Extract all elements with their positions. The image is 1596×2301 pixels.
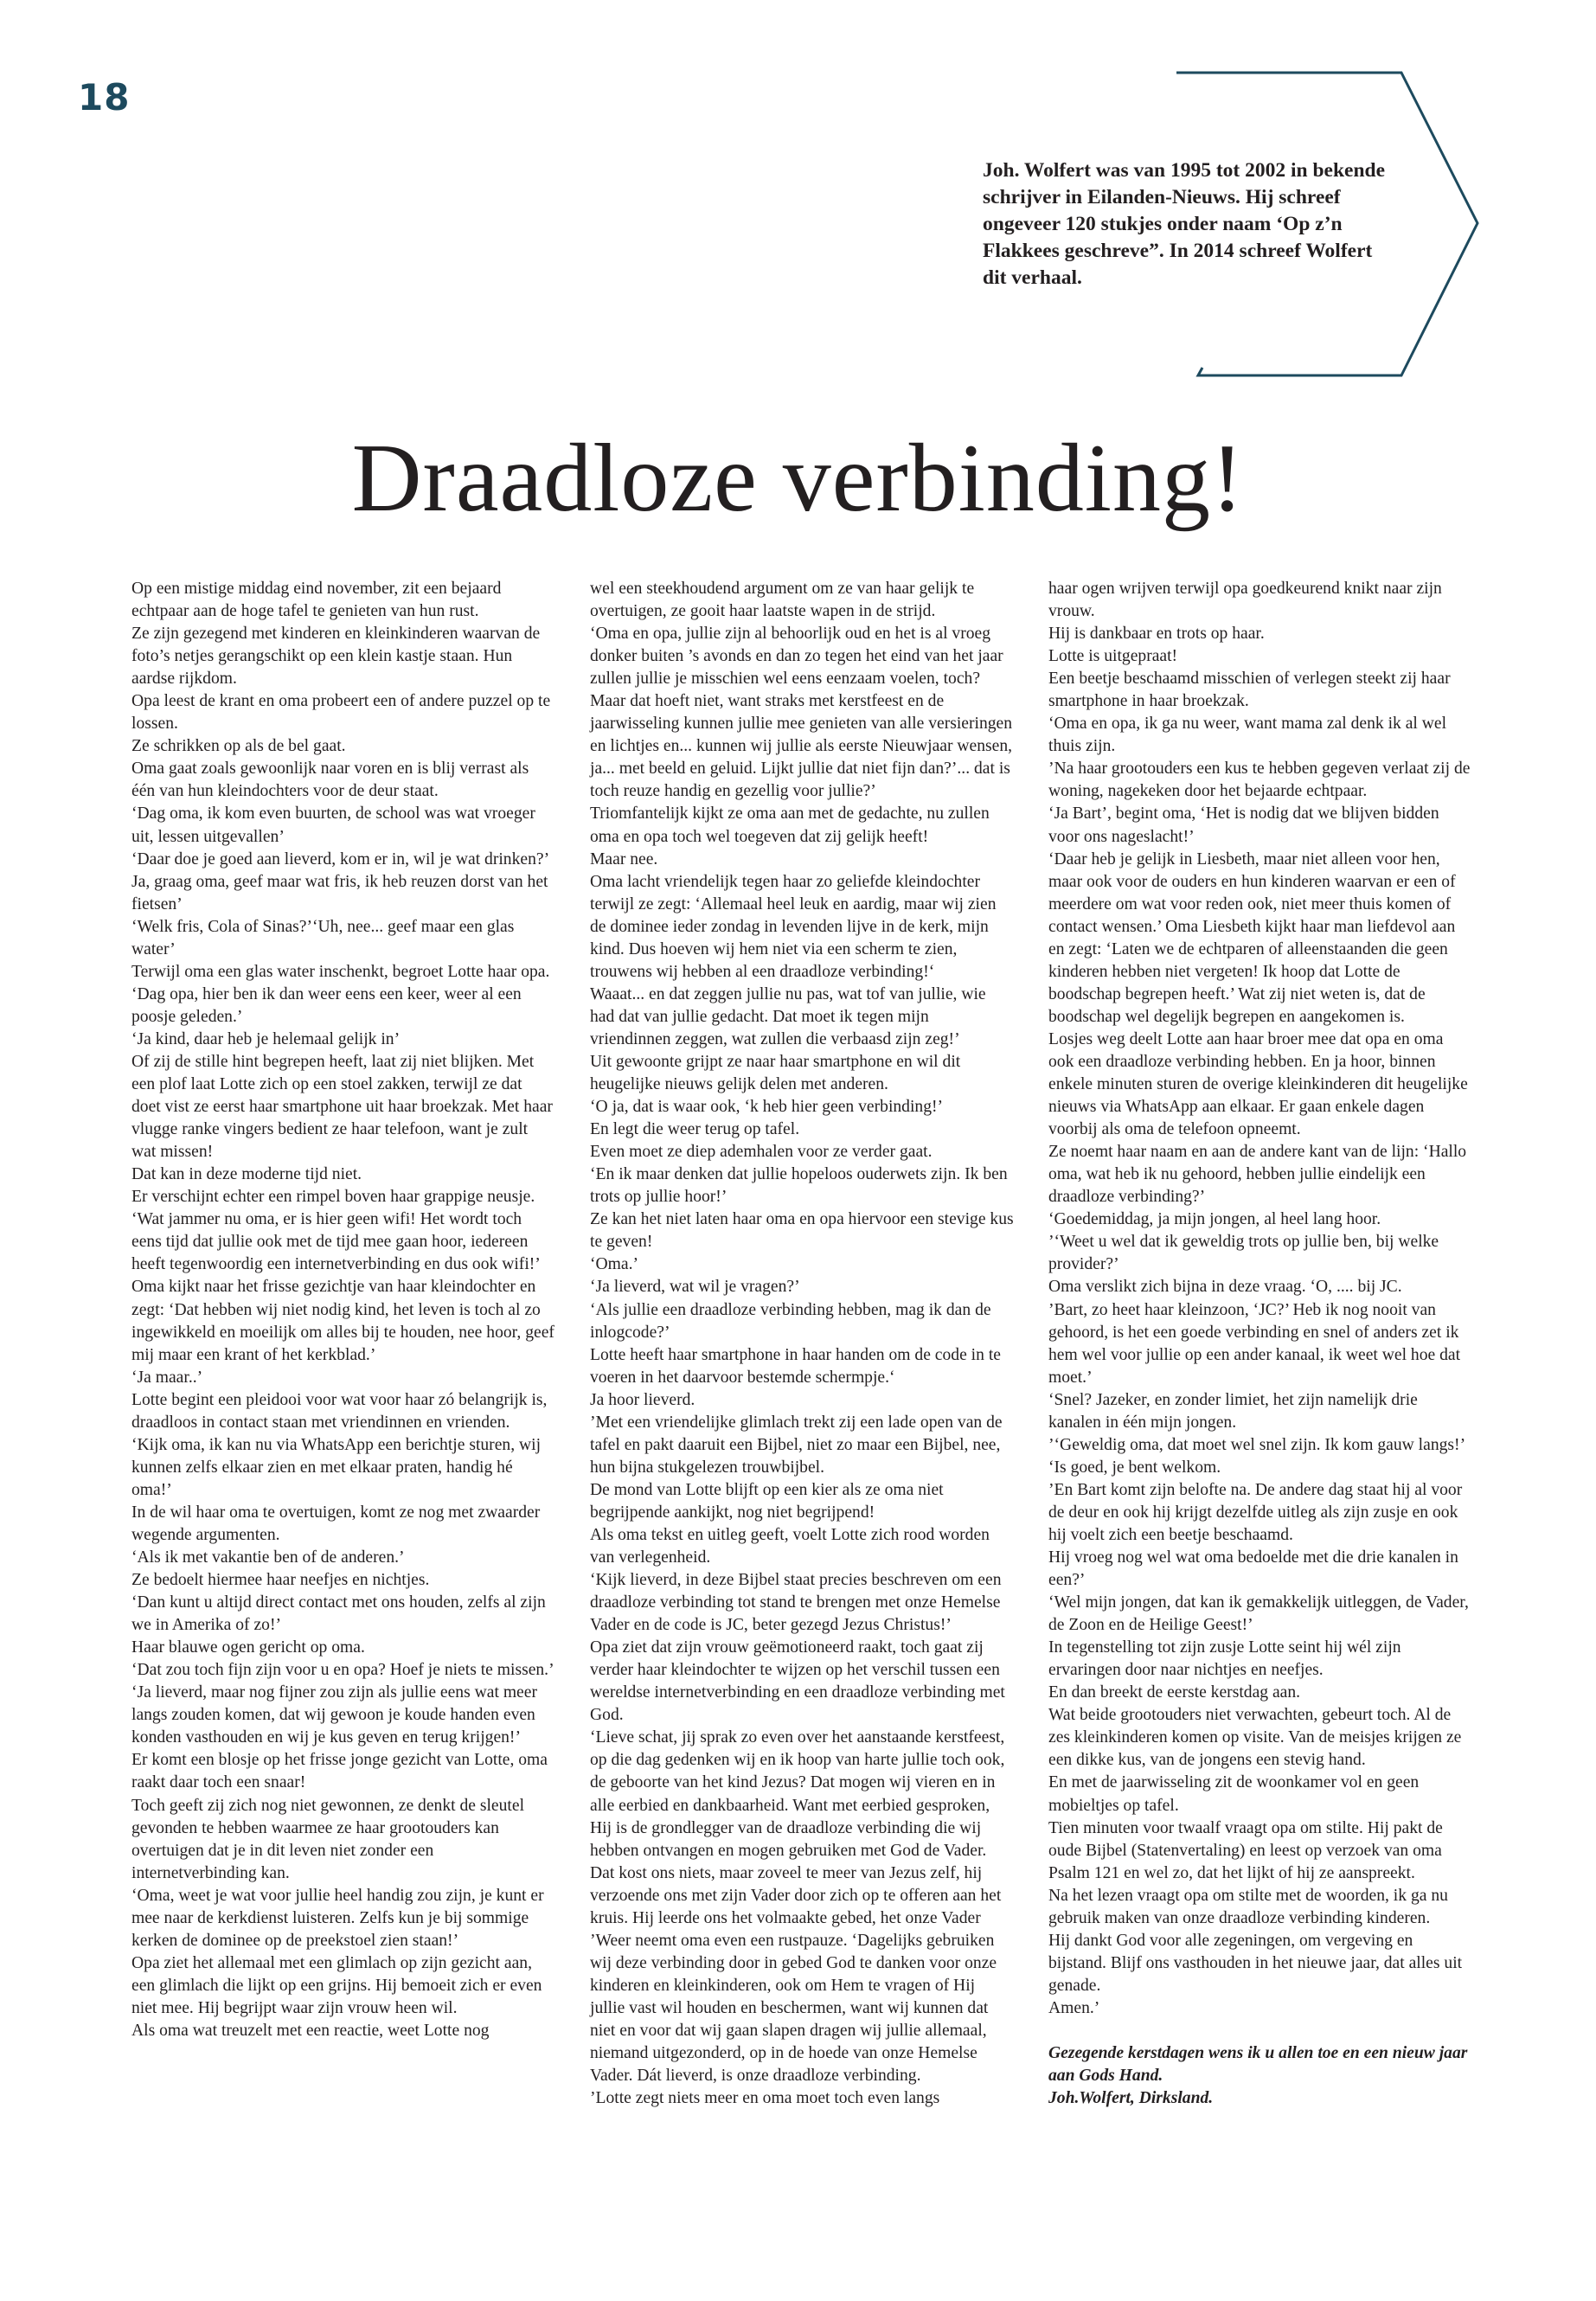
article-paragraph: Opa leest de krant en oma probeert een of andere puzzel op te lossen. xyxy=(131,692,551,734)
article-paragraph: Losjes weg deelt Lotte aan haar broer mee dat opa en oma ook een draadloze verbinding hebben. En ja hoor, binnen enkele minuten sturen de overige kleinkinderen dit heugelijke nieuws via WhatsApp aan elkaar. Er gaan enkele dagen voorbij als oma de telefoon opneemt. xyxy=(1048,1029,1468,1139)
article-paragraph: Hij vroeg nog wel wat oma bedoelde met die drie kanalen in een?’ xyxy=(1048,1548,1458,1590)
signoff xyxy=(1048,2042,1472,2110)
article-paragraph: ‘En ik maar denken dat jullie hopeloos ouderwets zijn. Ik ben trots op jullie hoor!’ xyxy=(590,1165,1008,1207)
article-paragraph: De mond van Lotte blijft op een kier als ze oma niet begrijpende aankijkt, nog niet begrijpend! xyxy=(590,1480,944,1522)
article-paragraph: Lotte begint een pleidooi voor wat voor haar zó belangrijk is, draadloos in contact staan met vriendinnen en vrienden. xyxy=(131,1390,548,1432)
article-paragraph: Opa ziet het allemaal met een glimlach op zijn gezicht aan, een glimlach die lijkt op een grijns. Hij bemoeit zich er even niet mee. Hij begrijpt waar zijn vrouw heen wil. xyxy=(131,1953,542,2017)
article-column-2 xyxy=(590,578,1014,2110)
article-paragraph: ‘Oma.’ xyxy=(590,1255,639,1274)
article-paragraph: Maar nee. xyxy=(590,849,658,868)
article-paragraph: Ja hoor lieverd. xyxy=(590,1390,695,1409)
article-paragraph: ‘Dat zou toch fijn zijn voor u en opa? Hoef je niets te missen.’ xyxy=(131,1661,554,1680)
signoff-greeting: Gezegende kerstdagen wens ik u allen toe en een nieuw jaar aan Gods Hand. xyxy=(1048,2044,1468,2086)
article-paragraph: En dan breekt de eerste kerstdag aan. xyxy=(1048,1683,1301,1702)
article-paragraph: Uit gewoonte grijpt ze naar haar smartphone en wil dit heugelijke nieuws gelijk delen met anderen. xyxy=(590,1052,961,1094)
article-paragraph: Hij is dankbaar en trots op haar. xyxy=(1048,625,1265,644)
article-paragraph: ‘Wel mijn jongen, dat kan ik gemakkelijk uitleggen, de Vader, de Zoon en de Heilige Geest!’ xyxy=(1048,1593,1469,1635)
article-paragraph: Triomfantelijk kijkt ze oma aan met de gedachte, nu zullen oma en opa toch wel toegeven dat zij gelijk heeft! xyxy=(590,804,990,846)
article-paragraph: Hij dankt God voor alle zegeningen, om vergeving en bijstand. Blijf ons vasthouden in het nieuwe jaar, dat alles uit genade. xyxy=(1048,1931,1463,1995)
article-paragraph: ‘Ja kind, daar heb je helemaal gelijk in’ xyxy=(131,1029,401,1048)
article-paragraph: Als oma wat treuzelt met een reactie, weet Lotte nog xyxy=(131,2022,490,2040)
article-paragraph: Oma kijkt naar het frisse gezichtje van haar kleindochter en zegt: ‘Dat hebben wij niet nodig kind, het leven is toch al zo ingewikkeld en moeilijk om alles bij te houden, nee hoor, geef mij maar een krant of het kerkblad.’ xyxy=(131,1278,554,1364)
article-paragraph: Even moet ze diep ademhalen voor ze verder gaat. xyxy=(590,1143,933,1162)
article-paragraph: Of zij de stille hint begrepen heeft, laat zij niet blijken. Met een plof laat Lotte zich op een stoel zakken, terwijl ze dat doet vist ze eerst haar smartphone uit haar broekzak. Met haar vlugge ranke vingers bedient ze haar telefoon, want je zult wat missen! xyxy=(131,1052,553,1162)
author-intro-box: Joh. Wolfert was van 1995 tot 2002 in bekende schrijver in Eilanden-Nieuws. Hij schreef ongeveer 120 stukjes onder naam ‘Op z’n Flakkees geschreve”. In 2014 schreef Wolfert dit verhaal. xyxy=(983,159,1386,289)
article-paragraph: Tien minuten voor twaalf vraagt opa om stilte. Hij pakt de oude Bijbel (Statenvertaling) en leest op verzoek van oma Psalm 121 en wel zo, dat het lijkt of hij ze aanspreekt. xyxy=(1048,1818,1443,1882)
article-paragraph: Er verschijnt echter een rimpel boven haar grappige neusje. ‘Wat jammer nu oma, er is hier geen wifi! Het wordt toch eens tijd dat jullie ook met de tijd mee gaan hoor, iedereen heeft tegenwoordig een internetverbinding en dus ook wifi!’ xyxy=(131,1188,541,1274)
article-paragraph: ‘Oma, weet je wat voor jullie heel handig zou zijn, je kunt er mee naar de kerkdienst luisteren. Zelfs kun je bij sommige kerken de dominee op de preekstoel zien staan!’ xyxy=(131,1886,544,1950)
article-paragraph: En met de jaarwisseling zit de woonkamer vol en geen mobieltjes op tafel. xyxy=(1048,1773,1420,1815)
article-paragraph: ‘Kijk lieverd, in deze Bijbel staat precies beschreven om een draadloze verbinding tot stand te brengen met onze Hemelse Vader en de code is JC, beter gezegd Jezus Christus!’ xyxy=(590,1571,1002,1635)
article-paragraph: Ze zijn gezegend met kinderen en kleinkinderen waarvan de foto’s netjes gerangschikt op een klein kastje staan. Hun aardse rijkdom. xyxy=(131,625,541,689)
article-paragraph: Terwijl oma een glas water inschenkt, begroet Lotte haar opa. xyxy=(131,962,550,981)
article-paragraph: ‘Ja Bart’, begint oma, ‘Het is nodig dat we blijven bidden voor ons nageslacht!’ xyxy=(1048,804,1439,846)
article-paragraph: Er komt een blosje op het frisse jonge gezicht van Lotte, oma raakt daar toch een snaar! xyxy=(131,1751,548,1792)
article-paragraph: Op een mistige middag eind november, zit een bejaard echtpaar aan de hoge tafel te genieten van hun rust. xyxy=(131,580,502,621)
article-paragraph: ’‘Geweldig oma, dat moet wel snel zijn. Ik kom gauw langs!’ xyxy=(1048,1435,1466,1454)
article-paragraph: ‘Als jullie een draadloze verbinding hebben, mag ik dan de inlogcode?’ xyxy=(590,1300,991,1342)
article-paragraph: Dat kan in deze moderne tijd niet. xyxy=(131,1165,362,1184)
article-paragraph: ‘Goedemiddag, ja mijn jongen, al heel lang hoor. xyxy=(1048,1210,1381,1229)
article-paragraph: ‘Kijk oma, ik kan nu via WhatsApp een berichtje sturen, wij kunnen zelfs elkaar zien en met elkaar praten, handig hé oma!’ xyxy=(131,1435,542,1499)
article-paragraph: En legt die weer terug op tafel. xyxy=(590,1120,800,1139)
article-paragraph: Ze bedoelt hiermee haar neefjes en nichtjes. xyxy=(131,1571,430,1590)
article-paragraph: ‘Ja lieverd, maar nog fijner zou zijn als jullie eens wat meer langs zouden komen, dat wij gewoon je koude handen even konden vasthouden en wij je kus geven en terug krijgen!’ xyxy=(131,1683,537,1747)
article-paragraph: ’‘Weet u wel dat ik geweldig trots op jullie ben, bij welke provider?’ xyxy=(1048,1233,1439,1274)
article-paragraph: ‘O ja, dat is waar ook, ‘k heb hier geen verbinding!’ xyxy=(590,1098,944,1117)
article-paragraph: Lotte heeft haar smartphone in haar handen om de code in te voeren in het daarvoor bestemde schermpje.‘ xyxy=(590,1345,1001,1387)
article-paragraph: In tegenstelling tot zijn zusje Lotte seint hij wél zijn ervaringen door naar nichtjes en neefjes. xyxy=(1048,1638,1401,1680)
article-paragraph: Oma verslikt zich bijna in deze vraag. ‘O, .... bij JC. xyxy=(1048,1278,1402,1297)
article-paragraph: ‘Daar heb je gelijk in Liesbeth, maar niet alleen voor hen, maar ook voor de ouders en hun kinderen waarvan er een of meerdere om wat voor reden ook, niet meer thuis komen of contact wensen.’ Oma Liesbeth kijkt haar man liefdevol aan en zegt: ‘Laten we de echtparen of alleenstaanden die geen kinderen hebben niet vergeten! Ik hoop dat Lotte de boodschap begrepen heeft.’ Wat zij niet weten is, dat de boodschap wel degelijk begrepen en aangekomen is. xyxy=(1048,849,1456,1026)
article-paragraph: Lotte is uitgepraat! xyxy=(1048,647,1178,666)
article-paragraph: Oma lacht vriendelijk tegen haar zo geliefde kleindochter terwijl ze zegt: ‘Allemaal heel leuk en aardig, maar wij zien de dominee ieder zondag in levenden lijve in de kerk, mijn kind. Dus hoeven wij hem niet via een scherm te zien, trouwens wij hebben al een draadloze verbinding!‘ xyxy=(590,872,997,981)
article-paragraph: ’Weer neemt oma even een rustpauze. ‘Dagelijks gebruiken wij deze verbinding door in gebed God te danken voor onze kinderen en kleinkinderen, ook om Hem te vragen of Hij jullie vast wil houden en beschermen, want wij kunnen dat niet en voor dat wij gaan slapen dragen wij jullie allemaal, niemand uitgezonderd, op in de hoede van onze Hemelse Vader. Dát lieverd, is onze draadloze verbinding. xyxy=(590,1931,997,2086)
article-paragraph: ‘Ja maar..’ xyxy=(131,1368,203,1387)
article-paragraph: Als oma tekst en uitleg geeft, voelt Lotte zich rood worden van verlegenheid. xyxy=(590,1525,990,1567)
article-paragraph: Een beetje beschaamd misschien of verlegen steekt zij haar smartphone in haar broekzak. xyxy=(1048,670,1451,711)
article-paragraph: haar ogen wrijven terwijl opa goedkeurend knikt naar zijn vrouw. xyxy=(1048,580,1442,621)
article-paragraph: In de wil haar oma te overtuigen, komt ze nog met zwaarder wegende argumenten. xyxy=(131,1503,541,1544)
article-paragraph: ‘Lieve schat, jij sprak zo even over het aanstaande kerstfeest, op die dag gedenken wij en ik hoop van harte jullie toch ook, de geboorte van het kind Jezus? Dat mogen wij vieren en in alle eerbied en dankbaarheid. Want met eerbied gesproken, Hij is de grondlegger van de draadloze verbinding die wij hebben ontvangen en mogen gebruiken met God de Vader. Dat kost ons niets, maar zoveel te meer van Jezus zelf, hij verzoende ons met zijn Vader door zich op te offeren aan het kruis. Hij leerde ons het volmaakte gebed, het onze Vader xyxy=(590,1728,1005,1927)
article-paragraph: ‘Is goed, je bent welkom. xyxy=(1048,1458,1221,1477)
article-paragraph: Ze kan het niet laten haar oma en opa hiervoor een stevige kus te geven! xyxy=(590,1210,1014,1252)
article-paragraph: ‘Oma en opa, ik ga nu weer, want mama zal denk ik al wel thuis zijn. xyxy=(1048,715,1447,756)
article-paragraph: ‘Ja lieverd, wat wil je vragen?’ xyxy=(590,1278,800,1297)
article-paragraph: ’Na haar grootouders een kus te hebben gegeven verlaat zij de woning, nagekeken door het bejaarde echtpaar. xyxy=(1048,760,1471,801)
article-paragraph: ‘Dan kunt u altijd direct contact met ons houden, zelfs al zijn we in Amerika of zo!’ xyxy=(131,1593,546,1635)
article-paragraph: ‘Dag oma, ik kom even buurten, de school was wat vroeger uit, lessen uitgevallen’ xyxy=(131,804,535,846)
article-paragraph: ’Lotte zegt niets meer en oma moet toch even langs xyxy=(590,2089,940,2108)
article-paragraph: Ja, graag oma, geef maar wat fris, ik heb reuzen dorst van het fietsen’ xyxy=(131,872,548,913)
article-paragraph: Waaat... en dat zeggen jullie nu pas, wat tof van jullie, wie had dat van jullie gedacht. Dat moet ik tegen mijn vriendinnen zeggen, wat zullen die verbaasd zijn zeg!’ xyxy=(590,984,986,1048)
article-paragraph: Na het lezen vraagt opa om stilte met de woorden, ik ga nu gebruik maken van onze draadloze verbinding kinderen. xyxy=(1048,1886,1448,1927)
article-column-1 xyxy=(131,578,555,2042)
article-paragraph: Ze schrikken op als de bel gaat. xyxy=(131,737,346,756)
article-paragraph: ‘Dag opa, hier ben ik dan weer eens een keer, weer al een poosje geleden.’ xyxy=(131,984,522,1026)
signoff-author: Joh.Wolfert, Dirksland. xyxy=(1048,2089,1214,2108)
article-paragraph: ‘Welk fris, Cola of Sinas?’‘Uh, nee... geef maar een glas water’ xyxy=(131,917,515,958)
article-paragraph: Opa ziet dat zijn vrouw geëmotioneerd raakt, toch gaat zij verder haar kleindochter te wijzen op het verschil tussen een wereldse internetverbinding en een draadloze verbinding met God. xyxy=(590,1638,1005,1725)
page-number: 18 xyxy=(78,76,131,119)
article-paragraph: Haar blauwe ogen gericht op oma. xyxy=(131,1638,365,1657)
article-paragraph: wel een steekhoudend argument om ze van haar gelijk te overtuigen, ze gooit haar laatste wapen in de strijd. xyxy=(590,580,975,621)
article-paragraph: Wat beide grootouders niet verwachten, gebeurt toch. Al de zes kleinkinderen komen op visite. Van de meisjes krijgen ze een dikke kus, van de jongens een stevig hand. xyxy=(1048,1706,1462,1770)
article-paragraph: Ze noemt haar naam en aan de andere kant van de lijn: ‘Hallo oma, wat heb ik nu gehoord, hebben jullie eindelijk een draadloze verbinding?’ xyxy=(1048,1143,1467,1207)
article-paragraph: ‘Snel? Jazeker, en zonder limiet, het zijn namelijk drie kanalen in één mijn jongen. xyxy=(1048,1390,1418,1432)
article-paragraph: Oma gaat zoals gewoonlijk naar voren en is blij verrast als één van hun kleindochters voor de deur staat. xyxy=(131,760,529,801)
article-paragraph: Amen.’ xyxy=(1048,1998,1100,2017)
article-paragraph: Toch geeft zij zich nog niet gewonnen, ze denkt de sleutel gevonden te hebben waarmee ze haar grootouders kan overtuigen dat je in dit leven niet zonder een internetverbinding kan. xyxy=(131,1796,525,1882)
article-paragraph: ’Met een vriendelijke glimlach trekt zij een lade open van de tafel en pakt daaruit een Bijbel, niet zo maar een Bijbel, nee, hun bijna stukgelezen trouwbijbel. xyxy=(590,1413,1003,1477)
article-paragraph: ‘Als ik met vakantie ben of de anderen.’ xyxy=(131,1548,405,1567)
article-title: Draadloze verbinding! xyxy=(351,425,1245,532)
article-paragraph: ‘Oma en opa, jullie zijn al behoorlijk oud en het is al vroeg donker buiten ’s avonds en dan zo tegen het eind van het jaar zullen jullie je misschien wel eens eenzaam voelen, toch? Maar dat hoeft niet, want straks met kerstfeest en de jaarwisseling kunnen jullie mee genieten van alle versieringen en lichtjes en... kunnen wij jullie als eerste Nieuwjaar wensen, ja... met beeld en geluid. Lijkt jullie dat niet fijn dan?’... dat is toch reuze handig en gezellig voor jullie?’ xyxy=(590,625,1013,801)
article-column-3 xyxy=(1048,578,1472,2110)
article-paragraph: ’En Bart komt zijn belofte na. De andere dag staat hij al voor de deur en ook hij krijgt dezelfde uitleg als zijn zusje en ook hij voelt zich een beetje beschaamd. xyxy=(1048,1480,1463,1544)
article-paragraph: ’Bart, zo heet haar kleinzoon, ‘JC?’ Heb ik nog nooit van gehoord, is het een goede verbinding en snel of anders zet ik hem wel voor jullie op een ander kanaal, ik weet wel hoe dat moet.’ xyxy=(1048,1300,1461,1387)
article-paragraph: ‘Daar doe je goed aan lieverd, kom er in, wil je wat drinken?’ xyxy=(131,849,550,868)
